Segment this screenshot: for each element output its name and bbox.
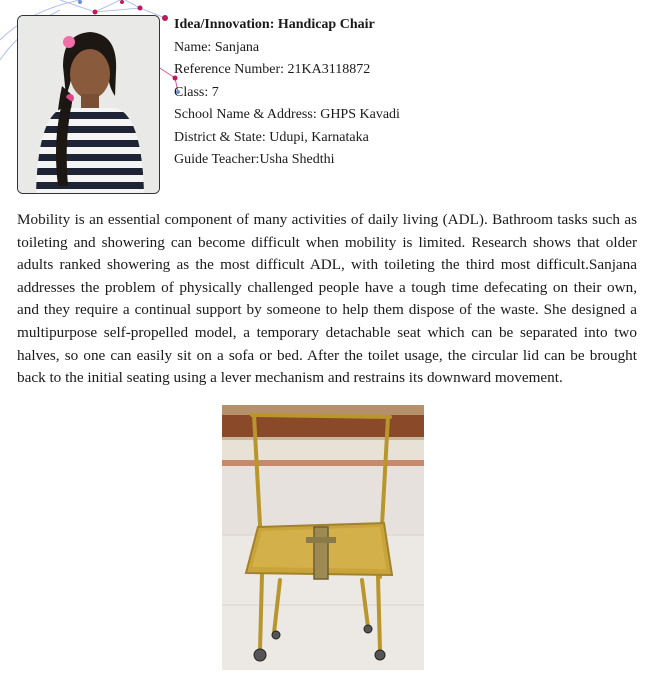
description-paragraph: Mobility is an essential component of many activities of daily living (ADL). Bathroom tasks such as toileting and showering can become difficult when mobility is limited. Research shows that older adults ranked showering as the most difficult ADL, with toileting the third most difficult.Sanjana addresses the problem of physically challenged people have a tough time defecating on their own, and they require a continual support by someone to help them dispose of the waste. She designed a multipurpose self-propelled model, a temporary detachable seat which can be separated into two halves, so one can easily sit on a sofa or bed. After the toilet usage, the circular lid can be brought back to the initial seating using a lever mechanism and restrains its downward movement. [17, 211, 637, 387]
student-photo [17, 15, 160, 194]
student-name: Name: Sanjana [174, 39, 260, 55]
handicap-chair-photo [222, 405, 424, 670]
school-address: School Name & Address: GHPS Kavadi [174, 107, 400, 122]
reference-number: Reference Number: 21KA3118872 [174, 62, 371, 77]
guide-teacher: Guide Teacher:Usha Shedthi [174, 152, 335, 167]
profile-info [174, 14, 400, 172]
student-class: Class: 7 [174, 84, 219, 100]
idea-title: Idea/Innovation: Handicap Chair [174, 17, 375, 32]
district-state: District & State: Udupi, Karnataka [174, 129, 369, 145]
